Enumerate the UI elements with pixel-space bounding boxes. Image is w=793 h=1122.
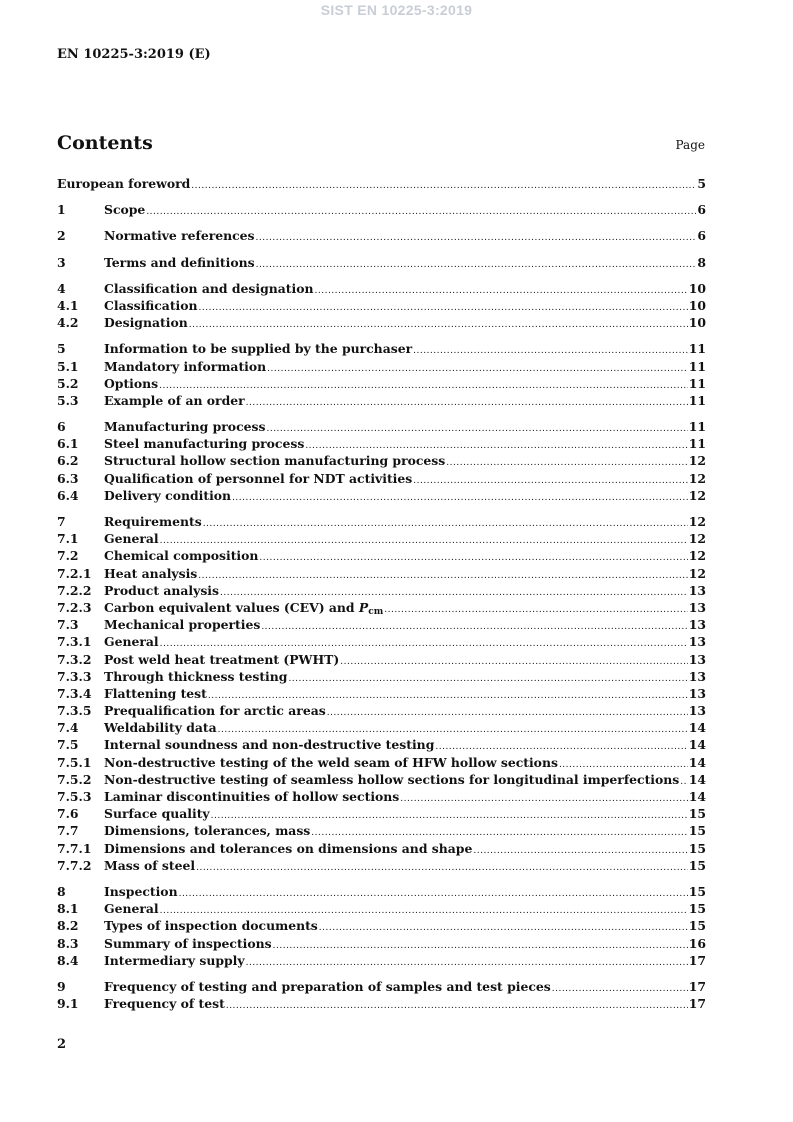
toc-dot-leader bbox=[319, 918, 688, 933]
toc-dot-leader bbox=[218, 720, 688, 735]
toc-entry-title bbox=[104, 720, 217, 735]
document-identifier: EN 10225-3:2019 (E) bbox=[57, 47, 211, 62]
toc-entry[interactable] bbox=[57, 315, 706, 332]
toc-entry-title-text: Mass of steel bbox=[104, 857, 196, 873]
toc-entry-title bbox=[104, 858, 195, 873]
toc-group bbox=[57, 255, 706, 272]
toc-entry-title-text: Requirements bbox=[104, 514, 202, 529]
toc-entry-title bbox=[104, 789, 399, 804]
toc-entry[interactable] bbox=[57, 488, 706, 505]
toc-entry[interactable] bbox=[57, 514, 706, 531]
toc-entry-page: 13 bbox=[688, 582, 706, 598]
toc-entry-title bbox=[104, 566, 197, 581]
toc-entry-title-text: Post weld heat treatment (PWHT) bbox=[104, 651, 340, 667]
toc-entry[interactable] bbox=[57, 359, 706, 376]
toc-entry-title-text: Product analysis bbox=[104, 582, 219, 598]
toc-entry-title-text: Non-destructive testing of the weld seam of HFW hollow sections bbox=[104, 754, 558, 770]
toc-entry-number: 5.1 bbox=[57, 358, 79, 374]
toc-entry-page: 11 bbox=[688, 341, 706, 357]
toc-entry-page: 12 bbox=[688, 453, 706, 469]
toc-entry-page: 6 bbox=[697, 228, 706, 244]
toc-entry-title-text: Options bbox=[104, 375, 159, 391]
toc-entry[interactable] bbox=[57, 419, 706, 436]
toc-dot-leader bbox=[340, 652, 687, 667]
toc-entry-title-text: Inspection bbox=[104, 883, 178, 899]
toc-entry[interactable] bbox=[57, 341, 706, 358]
toc-entry-title-text: Steel manufacturing process bbox=[104, 436, 305, 452]
toc-dot-leader bbox=[559, 755, 688, 770]
toc-dot-leader bbox=[273, 936, 688, 951]
toc-dot-leader bbox=[160, 901, 688, 916]
toc-entry-title-text: Mechanical properties bbox=[104, 617, 261, 633]
toc-entry-number: 7 bbox=[57, 514, 66, 529]
toc-entry-title-text: Summary of inspections bbox=[104, 935, 272, 951]
toc-entry-page: 12 bbox=[688, 548, 706, 564]
toc-entry-number: 4.1 bbox=[57, 297, 79, 313]
toc-entry-title bbox=[104, 228, 255, 243]
toc-entry-page: 12 bbox=[688, 470, 706, 486]
toc-entry-page: 16 bbox=[688, 935, 706, 951]
toc-entry-page: 15 bbox=[688, 840, 706, 856]
toc-entry[interactable] bbox=[57, 634, 706, 651]
toc-entry-title-text: Chemical composition bbox=[104, 548, 259, 564]
toc-entry[interactable] bbox=[57, 436, 706, 453]
toc-group bbox=[57, 176, 706, 193]
toc-group bbox=[57, 281, 706, 333]
toc-group bbox=[57, 202, 706, 219]
toc-entry-number: 6.2 bbox=[57, 453, 79, 469]
toc-entry-title-text: Frequency of test bbox=[104, 996, 225, 1012]
toc-entry-page: 15 bbox=[688, 883, 706, 899]
toc-entry[interactable] bbox=[57, 393, 706, 410]
toc-entry-number: 7.3.5 bbox=[57, 703, 92, 719]
toc-entry[interactable] bbox=[57, 202, 706, 219]
toc-entry[interactable] bbox=[57, 823, 706, 840]
toc-entry[interactable] bbox=[57, 755, 706, 772]
toc-entry-title-text: Heat analysis bbox=[104, 565, 198, 581]
toc-group bbox=[57, 514, 706, 875]
toc-entry[interactable] bbox=[57, 548, 706, 565]
toc-entry-title-text: Classification bbox=[104, 297, 198, 313]
toc-entry-title-text: European foreword bbox=[57, 176, 191, 191]
toc-entry-title-text: Surface quality bbox=[104, 806, 210, 822]
toc-entry[interactable] bbox=[57, 996, 706, 1013]
toc-entry[interactable] bbox=[57, 858, 706, 875]
toc-dot-leader bbox=[179, 884, 688, 899]
toc-entry-page: 11 bbox=[688, 436, 706, 452]
toc-dot-leader bbox=[232, 488, 688, 503]
toc-entry-page: 13 bbox=[688, 685, 706, 701]
toc-entry-title bbox=[104, 514, 202, 529]
toc-entry-page: 15 bbox=[688, 901, 706, 917]
toc-entry[interactable] bbox=[57, 703, 706, 720]
toc-dot-leader bbox=[446, 453, 687, 468]
toc-entry[interactable] bbox=[57, 918, 706, 935]
toc-entry-title-text: Types of inspection documents bbox=[104, 918, 318, 934]
toc-entry-title bbox=[104, 600, 383, 617]
toc-entry-title-text: Non-destructive testing of seamless hollow sections for longitudinal imperfections bbox=[104, 771, 680, 787]
toc-entry-number: 7.5.3 bbox=[57, 789, 92, 804]
toc-entry[interactable] bbox=[57, 772, 706, 789]
toc-entry[interactable] bbox=[57, 936, 706, 953]
toc-entry-page: 14 bbox=[688, 720, 706, 736]
toc-entry[interactable] bbox=[57, 583, 706, 600]
toc-dot-leader bbox=[327, 703, 688, 718]
toc-entry-page: 15 bbox=[688, 857, 706, 873]
toc-dot-leader bbox=[435, 737, 687, 752]
toc-dot-leader bbox=[680, 772, 687, 787]
toc-entry[interactable] bbox=[57, 376, 706, 393]
toc-entry-page: 6 bbox=[697, 202, 706, 218]
toc-entry-number: 7.3.2 bbox=[57, 651, 92, 667]
watermark: SIST EN 10225-3:2019 bbox=[320, 2, 473, 18]
toc-entry-page: 11 bbox=[688, 358, 706, 374]
toc-entry-number: 5.3 bbox=[57, 392, 79, 408]
toc-dot-leader bbox=[315, 281, 688, 296]
toc-entry-title-text: Weldability data bbox=[104, 720, 217, 736]
toc-entry-title bbox=[104, 737, 434, 752]
toc-entry-number: 6.1 bbox=[57, 436, 79, 452]
toc-entry-title bbox=[104, 255, 255, 270]
toc-entry-page: 17 bbox=[688, 996, 706, 1012]
toc-group bbox=[57, 979, 706, 1013]
toc-entry-number: 6.4 bbox=[57, 487, 79, 503]
toc-entry[interactable] bbox=[57, 884, 706, 901]
toc-entry-number: 7.3.4 bbox=[57, 685, 92, 701]
toc-entry-number: 7.3.3 bbox=[57, 668, 92, 684]
toc-entry-page: 5 bbox=[697, 176, 706, 191]
toc-entry[interactable] bbox=[57, 531, 706, 548]
toc-entry-number: 7.7 bbox=[57, 823, 79, 839]
toc-entry-title-text: Structural hollow section manufacturing process bbox=[104, 453, 446, 469]
toc-entry-number: 8 bbox=[57, 883, 66, 899]
toc-entry-page: 12 bbox=[688, 487, 706, 503]
toc-entry[interactable] bbox=[57, 600, 706, 617]
toc-entry-page: 11 bbox=[688, 375, 706, 391]
toc-entry-title bbox=[104, 841, 472, 856]
toc-entry-title bbox=[104, 548, 258, 563]
toc-entry-title bbox=[104, 488, 231, 503]
toc-entry-number: 7.2.1 bbox=[57, 565, 92, 581]
table-of-contents bbox=[57, 176, 706, 1022]
toc-entry-title-text: Scope bbox=[104, 202, 146, 218]
toc-entry[interactable] bbox=[57, 953, 706, 970]
toc-dot-leader bbox=[198, 566, 687, 581]
toc-entry-number: 7.2 bbox=[57, 548, 79, 564]
toc-entry-page: 12 bbox=[688, 531, 706, 547]
toc-entry-title-text: Carbon equivalent values (CEV) and bbox=[104, 599, 359, 615]
toc-entry-page: 17 bbox=[688, 952, 706, 968]
toc-entry-page: 14 bbox=[688, 771, 706, 787]
toc-entry-page: 10 bbox=[688, 315, 706, 331]
toc-dot-leader bbox=[552, 979, 688, 994]
toc-dot-leader bbox=[473, 841, 687, 856]
toc-entry-page: 13 bbox=[688, 617, 706, 633]
toc-entry[interactable] bbox=[57, 669, 706, 686]
toc-entry-title-text: Delivery condition bbox=[104, 487, 232, 503]
toc-entry-title bbox=[104, 884, 178, 899]
toc-entry-title-text: Mandatory information bbox=[104, 358, 267, 374]
toc-entry-title bbox=[104, 617, 260, 632]
toc-entry-title-text: Intermediary supply bbox=[104, 952, 245, 968]
toc-entry-title-text: Laminar discontinuities of hollow sections bbox=[104, 789, 400, 804]
toc-dot-leader bbox=[226, 996, 688, 1011]
toc-entry-title bbox=[104, 806, 210, 821]
toc-entry[interactable] bbox=[57, 737, 706, 754]
toc-entry-title bbox=[104, 341, 412, 356]
toc-entry-title-text: Qualification of personnel for NDT activities bbox=[104, 470, 413, 486]
toc-entry-number: 3 bbox=[57, 254, 66, 270]
toc-entry-title-text: General bbox=[104, 531, 159, 547]
toc-entry-title bbox=[104, 686, 207, 701]
toc-entry-title-text: Manufacturing process bbox=[104, 419, 266, 435]
toc-entry[interactable] bbox=[57, 471, 706, 488]
toc-entry-page: 10 bbox=[688, 297, 706, 313]
toc-entry[interactable] bbox=[57, 617, 706, 634]
toc-entry-number: 7.7.1 bbox=[57, 840, 92, 856]
toc-entry-number: 7.4 bbox=[57, 720, 79, 736]
toc-entry-page: 13 bbox=[688, 651, 706, 667]
toc-dot-leader bbox=[208, 686, 688, 701]
toc-group bbox=[57, 341, 706, 410]
toc-dot-leader bbox=[261, 617, 687, 632]
toc-entry-title bbox=[104, 298, 198, 313]
page-column-label: Page bbox=[675, 138, 705, 152]
toc-dot-leader bbox=[159, 376, 688, 391]
toc-dot-leader bbox=[220, 583, 688, 598]
toc-entry-page: 13 bbox=[688, 703, 706, 719]
toc-entry-page: 10 bbox=[688, 280, 706, 296]
toc-entry-number: 8.1 bbox=[57, 901, 79, 917]
toc-entry-number: 5.2 bbox=[57, 375, 79, 391]
toc-entry-title bbox=[104, 202, 145, 217]
toc-entry-page: 15 bbox=[688, 823, 706, 839]
toc-entry-number: 4.2 bbox=[57, 315, 79, 331]
toc-entry-page: 13 bbox=[688, 599, 706, 615]
toc-entry-title-text: Terms and definitions bbox=[104, 254, 255, 270]
toc-entry-title-text: Dimensions, tolerances, mass bbox=[104, 823, 311, 839]
toc-entry[interactable] bbox=[57, 255, 706, 272]
toc-entry[interactable] bbox=[57, 979, 706, 996]
toc-entry-title bbox=[104, 634, 159, 649]
toc-dot-leader bbox=[413, 471, 688, 486]
toc-entry-number: 7.5.2 bbox=[57, 771, 92, 787]
toc-dot-leader bbox=[256, 228, 697, 243]
toc-dot-leader bbox=[146, 202, 696, 217]
toc-entry-number: 4 bbox=[57, 280, 66, 296]
toc-entry[interactable] bbox=[57, 720, 706, 737]
toc-entry-title bbox=[104, 281, 314, 296]
toc-entry-title bbox=[104, 436, 304, 451]
toc-entry-title-subscript: cm bbox=[368, 606, 384, 617]
toc-entry-title-symbol: P bbox=[358, 599, 369, 615]
toc-dot-leader bbox=[400, 789, 687, 804]
toc-entry-number: 8.2 bbox=[57, 918, 79, 934]
toc-entry-title bbox=[104, 901, 159, 916]
toc-dot-leader bbox=[288, 669, 687, 684]
toc-entry-number: 7.1 bbox=[57, 531, 79, 547]
toc-entry-title bbox=[104, 953, 245, 968]
toc-entry[interactable] bbox=[57, 841, 706, 858]
toc-entry-title bbox=[104, 669, 287, 684]
toc-entry-title bbox=[104, 936, 272, 951]
toc-entry-title bbox=[104, 453, 445, 468]
toc-dot-leader bbox=[305, 436, 687, 451]
toc-entry[interactable] bbox=[57, 298, 706, 315]
toc-entry-title bbox=[104, 315, 188, 330]
toc-entry-title bbox=[104, 376, 158, 391]
toc-entry-title bbox=[104, 652, 339, 667]
contents-heading: Contents bbox=[57, 132, 153, 154]
toc-entry-number: 7.2.3 bbox=[57, 599, 92, 615]
toc-group bbox=[57, 419, 706, 505]
toc-entry-number: 9 bbox=[57, 978, 66, 994]
toc-entry[interactable] bbox=[57, 176, 706, 193]
toc-group bbox=[57, 228, 706, 245]
toc-entry-title-text: Flattening test bbox=[104, 685, 207, 701]
toc-dot-leader bbox=[256, 255, 697, 270]
toc-entry-title bbox=[104, 772, 679, 787]
toc-entry-number: 9.1 bbox=[57, 996, 79, 1012]
toc-entry-number: 7.3.1 bbox=[57, 634, 92, 650]
toc-entry-title-text: General bbox=[104, 634, 159, 650]
toc-entry-title-text: Internal soundness and non-destructive testing bbox=[104, 737, 435, 753]
toc-entry-number: 1 bbox=[57, 202, 66, 218]
toc-entry-page: 17 bbox=[688, 978, 706, 994]
toc-entry-page: 11 bbox=[688, 392, 706, 408]
toc-entry-title bbox=[104, 996, 225, 1011]
toc-dot-leader bbox=[413, 341, 688, 356]
toc-entry-page: 13 bbox=[688, 668, 706, 684]
toc-entry-title bbox=[104, 979, 551, 994]
toc-dot-leader bbox=[189, 315, 688, 330]
toc-entry-number: 7.6 bbox=[57, 806, 79, 822]
toc-entry-title bbox=[104, 703, 326, 718]
toc-entry-title-text: Prequalification for arctic areas bbox=[104, 703, 326, 719]
toc-dot-leader bbox=[266, 419, 687, 434]
footer-page-number: 2 bbox=[57, 1037, 67, 1052]
toc-entry[interactable] bbox=[57, 901, 706, 918]
toc-entry-title bbox=[104, 531, 159, 546]
toc-entry-page: 15 bbox=[688, 806, 706, 822]
toc-dot-leader bbox=[199, 298, 688, 313]
toc-entry-title-text: Frequency of testing and preparation of samples and test pieces bbox=[104, 978, 551, 994]
toc-dot-leader bbox=[211, 806, 688, 821]
toc-group bbox=[57, 884, 706, 970]
toc-entry-title-text: Normative references bbox=[104, 228, 255, 244]
toc-entry-page: 11 bbox=[688, 419, 706, 435]
toc-dot-leader bbox=[196, 858, 688, 873]
toc-entry-number: 7.2.2 bbox=[57, 582, 92, 598]
toc-entry[interactable] bbox=[57, 228, 706, 245]
toc-entry-number: 8.4 bbox=[57, 952, 79, 968]
toc-entry-number: 7.7.2 bbox=[57, 857, 92, 873]
toc-entry-number: 5 bbox=[57, 341, 66, 357]
toc-entry-title-text: Designation bbox=[104, 315, 188, 331]
toc-entry-page: 14 bbox=[688, 789, 706, 804]
toc-entry-number: 6 bbox=[57, 419, 66, 435]
toc-entry-title bbox=[104, 393, 245, 408]
toc-dot-leader bbox=[160, 531, 688, 546]
toc-dot-leader bbox=[384, 600, 688, 615]
toc-entry[interactable] bbox=[57, 566, 706, 583]
toc-entry-number: 2 bbox=[57, 228, 66, 244]
toc-entry-title bbox=[104, 755, 558, 770]
toc-entry-page: 12 bbox=[688, 565, 706, 581]
toc-dot-leader bbox=[267, 359, 688, 374]
toc-entry-title bbox=[104, 918, 318, 933]
toc-dot-leader bbox=[160, 634, 688, 649]
toc-entry-title bbox=[104, 419, 265, 434]
toc-entry-title bbox=[104, 583, 219, 598]
toc-dot-leader bbox=[311, 823, 687, 838]
toc-entry-title-text: Example of an order bbox=[104, 392, 245, 408]
toc-entry-number: 7.3 bbox=[57, 617, 79, 633]
toc-dot-leader bbox=[259, 548, 687, 563]
toc-entry-page: 13 bbox=[688, 634, 706, 650]
toc-dot-leader bbox=[203, 514, 688, 529]
toc-entry[interactable] bbox=[57, 686, 706, 703]
toc-entry-page: 15 bbox=[688, 918, 706, 934]
toc-entry-title bbox=[104, 359, 266, 374]
toc-entry[interactable] bbox=[57, 652, 706, 669]
toc-entry-number: 7.5 bbox=[57, 737, 79, 753]
toc-entry[interactable] bbox=[57, 281, 706, 298]
toc-dot-leader bbox=[246, 953, 688, 968]
toc-entry-title-text: General bbox=[104, 901, 159, 917]
toc-entry-number: 7.5.1 bbox=[57, 754, 92, 770]
toc-dot-leader bbox=[191, 176, 696, 191]
toc-entry-title-text: Dimensions and tolerances on dimensions and shape bbox=[104, 840, 473, 856]
toc-entry[interactable] bbox=[57, 806, 706, 823]
toc-entry-number: 6.3 bbox=[57, 470, 79, 486]
toc-entry-title bbox=[104, 471, 412, 486]
toc-entry-page: 14 bbox=[688, 737, 706, 753]
toc-entry[interactable] bbox=[57, 789, 706, 806]
toc-entry-title-text: Information to be supplied by the purchaser bbox=[104, 341, 413, 357]
toc-entry-title bbox=[104, 823, 310, 838]
toc-entry-page: 14 bbox=[688, 754, 706, 770]
toc-dot-leader bbox=[246, 393, 688, 408]
toc-entry-title-text: Through thickness testing bbox=[104, 668, 288, 684]
toc-entry-title bbox=[57, 176, 190, 191]
toc-entry-title-text: Classification and designation bbox=[104, 280, 314, 296]
toc-entry[interactable] bbox=[57, 453, 706, 470]
toc-entry-page: 8 bbox=[697, 254, 706, 270]
toc-entry-number: 8.3 bbox=[57, 935, 79, 951]
toc-entry-page: 12 bbox=[688, 514, 706, 529]
